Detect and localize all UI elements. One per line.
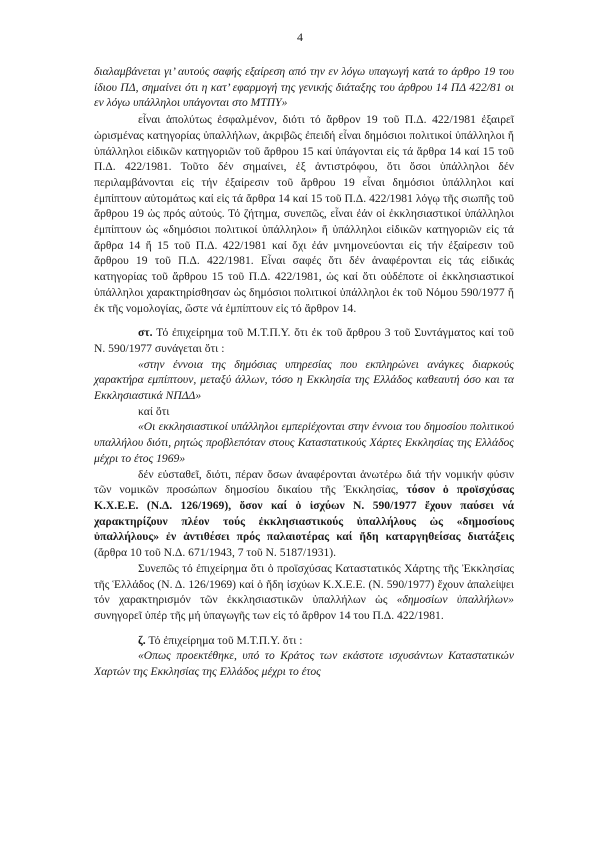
page-number: 4 [297,30,303,44]
paragraph-rebuttal: εἶναι ἀπολύτως ἐσφαλμένον, διότι τό ἄρθρον 19 τοῦ Π.Δ. 422/1981 ἐξαιρεῖ ὡρισμένας κατηγορίας ὑπαλλήλων, ἀκριβῶς ἐπειδή εἶναι δημόσιοι πολιτικοί ὑπάλληλοι ἤ ὑπάλληλοι εἰδικῶν κατηγοριῶν τοῦ ἄρθρου 15 καί ὑπάγονται εἰς τά ἄρθρα 14 καί 15 τοῦ Π.Δ. 422/1981. Τοῦτο δέν σημαίνει, ἐξ ἀντιστρόφου, ὅτι ὅσοι ὑπάλληλοι δέν περιλαμβάνονται εἰς τήν ἐξαίρεσιν τοῦ ἄρθρου 19 εἶναι δημόσιοι ὑπάλληλοι καί ἐμπίπτουν αὐτομάτως καί εἰς τά ἄρθρα 14 καί 15 τοῦ Π.Δ. 422/1981 λόγῳ τῆς σιωπῆς τοῦ ἄρθρου 19 ὡς πρός αὐτούς. Τό ζήτημα, συνεπῶς, εἶναι ἐάν οἱ ἐκκλησιαστικοί ὑπάλληλοι ἐμπίπτουν ὡς «δημόσιοι πολιτικοί ὑπάλληλοι» ἤ ὑπάλληλοι εἰδικῶν κατηγοριῶν εἰς τά ἄρθρα 14 ἤ 15 τοῦ Π.Δ. 422/1981 καί ὄχι ἐάν μνημονεύονται εἰς τήν ἐξαίρεσιν τοῦ ἄρθρου 19 τοῦ Π.Δ. 422/1981. Εἶναι σαφές ὅτι δέν ἀναφέρονται εἰς τάς εἰδικάς κατηγορίας τοῦ ἄρθρου 15 τοῦ Π.Δ. 422/1981, ὡς καί ὅτι οὐδέποτε οἱ ἐκκλησιαστικοί ὑπάλληλοι χαρακτηρίσθησαν ὡς δημόσιοι πολιτικοί ὑπάλληλοι ἐκ τοῦ Νόμου 590/1977 ἤ ἐκ τῆς νομολογίας, ὥστε νά ἐμπίπτουν εἰς τό ἄρθρον 14. [94,113,514,315]
quote-continuation: διαλαμβάνεται γι’ αυτούς σαφής εξαίρεση από την εν λόγω υπαγωγή κατά το άρθρο 19 του ίδιου ΠΔ, σημαίνει ότι η κατ’ εφαρμογή της γενικής διάταξης του άρθρου 14 ΠΔ 422/81 οι εν λόγω υπάλληλοι υπάγονται στο ΜΤΠΥ» [94,65,514,110]
italic-emphasis: «δημοσίων ὑπαλλήλων» [396,593,514,607]
section-st-intro: στ. Τό ἐπιχείρημα τοῦ Μ.Τ.Π.Υ. ὅτι ἐκ τοῦ ἄρθρου 3 τοῦ Συντάγματος καί τοῦ Ν. 590/1977 συνάγεται ὅτι : [94,326,514,355]
section-st-argument: δέν εὐσταθεῖ, διότι, πέραν ὅσων ἀναφέρονται ἀνωτέρω διά τήν νομικήν φύσιν τῶν νομικῶν προσώπων δημοσίου δικαίου τῆς Ἐκκλησίας, τόσον ὁ προϊσχύσας Κ.Χ.Ε.Ε. (Ν.Δ. 126/1969), ὅσον καί ὁ ἰσχύων Ν. 590/1977 ἔχουν παύσει νά χαρακτηρίζουν πλέον τούς ἐκκλησιαστικούς ὑπαλλήλους ὡς «δημοσίους ὑπαλλήλους» ἐν ἀντιθέσει πρός παλαιοτέρας καί ἤδη καταργηθείσας διατάξεις (ἄρθρα 10 τοῦ Ν.Δ. 671/1943, 7 τοῦ Ν. 5187/1931). [94,467,514,560]
section-st-quote-2: «Οι εκκλησιαστικοί υπάλληλοι εμπερiέχονται στην έννοια του δημοσίου πολιτικού υπαλλήλου διότι, ρητώς προβλεπόταν στους Καταστατικούς Χάρτες Εκκλησίας της Ελλάδος μέχρι το έτος 1969» [94,420,514,465]
page-body [94,64,514,680]
section-z-quote: «Οπως προεκτέθηκε, υπό το Κράτος των εκάστοτε ισχυσάντων Καταστατικών Χαρτών της Εκκλησίας της Ελλάδος μέχρι το έτος [94,649,514,679]
section-label: ζ. [138,633,146,647]
section-z-intro: ζ. Τό ἐπιχείρημα τοῦ Μ.Τ.Π.Υ. ὅτι : [138,633,303,647]
section-st-connector: καί ὅτι [138,404,170,418]
bold-emphasis: τόσον ὁ προϊσχύσας Κ.Χ.Ε.Ε. (Ν.Δ. 126/1969), ὅσον καί ὁ ἰσχύων Ν. 590/1977 ἔχουν παύσει νά χαρακτηρίζουν πλέον τούς ἐκκλησιαστικούς ὑπαλλήλους ὡς «δημοσίους ὑπαλλήλους» ἐν ἀντιθέσει πρός παλαιοτέρας καί ἤδη καταργηθείσας διατάξεις [94,483,514,544]
section-st-quote-1: «στην έννοια της δημόσιας υπηρεσίας που εκπληρώνει ανάγκες διαρκούς χαρακτήρα εμπίπτουν, μεταξύ άλλων, τόσο η Εκκλησία της Ελλάδος καθεαυτή όσο και τα Εκκλησιαστικά ΝΠΔΔ» [94,357,514,403]
section-label: στ. [138,326,153,340]
section-st-conclusion: Συνεπῶς τό ἐπιχείρημα ὅτι ὁ προϊσχύσας Καταστατικός Χάρτης τῆς Ἐκκλησίας τῆς Ἑλλάδος (Ν. Δ. 126/1969) καί ὁ ἤδη ἰσχύων Κ.Χ.Ε.Ε. (Ν. 590/1977) ἔχουν ἀπαλείψει τόν χαρακτηρισμόν τῶν ἐκκλησιαστικῶν ὑπαλλήλων ὡς «δημοσίων ὑπαλλήλων» συνηγορεῖ ὑπέρ τῆς μή ὑπαγωγῆς των εἰς τό ἄρθρον 14 του Π.Δ. 422/1981. [94,561,514,622]
